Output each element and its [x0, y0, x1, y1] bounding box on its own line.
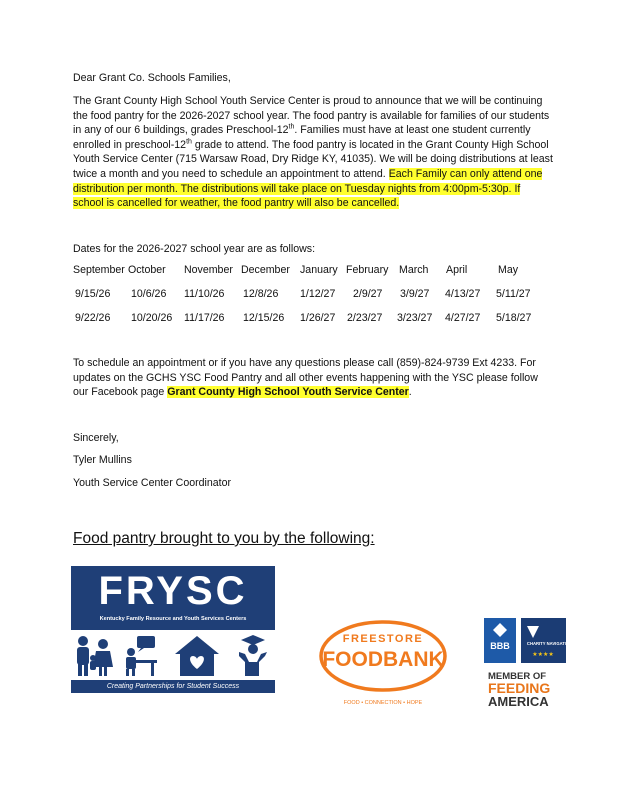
- feeding-line3: AMERICA: [488, 694, 549, 709]
- dates-intro: Dates for the 2026-2027 school year are as follows:: [73, 243, 316, 255]
- charity-label: CHARITY NAVIGATOR: [526, 641, 572, 646]
- ordinal-suffix: th: [186, 138, 192, 146]
- closing: Sincerely,: [73, 432, 119, 444]
- date-cell: 1/12/27: [300, 288, 336, 300]
- highlighted-rules: Each Family can only attend one distribution per month. The distributions will take place on Tuesday nights from 4:00pm-5:30p. If school is cancelled for weather, the food pantry will also be cancelled.: [73, 167, 543, 210]
- date-cell: 12/8/26: [243, 288, 279, 300]
- student-desk-icon: [126, 636, 157, 676]
- date-cell: 2/23/27: [347, 312, 383, 324]
- frysc-family-icons: [71, 632, 275, 678]
- facebook-page-name: Grant County High School Youth Service Center: [167, 386, 409, 399]
- month-header: March: [399, 264, 429, 276]
- date-cell: 4/27/27: [445, 312, 481, 324]
- freestore-tagline: FOOD • CONNECTION • HOPE: [343, 700, 423, 706]
- greeting: Dear Grant Co. Schools Families,: [73, 72, 231, 84]
- month-header: October: [128, 264, 166, 276]
- contact-text: To schedule an appointment or if you have any questions please call (859)-824-9739 Ext 4233. For updates on the GCHS YSC Food Pantry and all other events happening with the YSC please follow our Facebook page: [73, 357, 538, 399]
- month-header: December: [241, 264, 290, 276]
- month-header: November: [184, 264, 233, 276]
- intro-text-b: . Families must have at least one student currently enrolled in preschool-12: [73, 124, 531, 151]
- date-cell: 4/13/27: [445, 288, 481, 300]
- freestore-line2: FOODBANK: [322, 648, 444, 671]
- contact-text-end: .: [408, 386, 412, 399]
- sponsors-title: Food pantry brought to you by the following:: [73, 530, 375, 547]
- date-cell: 2/9/27: [353, 288, 383, 300]
- intro-text-c: grade to attend. The food pantry is located in the Grant County High School Youth Service Center (715 Warsaw Road, Dry Ridge KY, 41035). We will be doing distributions at least twice a month and you need to schedule an appointment to attend.: [73, 138, 553, 180]
- month-header: September: [73, 264, 125, 276]
- ordinal-suffix: th: [288, 123, 295, 131]
- feeding-line1: MEMBER OF: [488, 671, 547, 682]
- family-icon: [77, 636, 113, 676]
- contact-paragraph: [73, 356, 553, 400]
- charity-navigator-logo: [521, 618, 572, 663]
- frysc-logo: [71, 566, 275, 693]
- graduate-icon: [239, 635, 267, 676]
- feeding-america-logo: [486, 668, 564, 708]
- month-header: May: [498, 264, 519, 276]
- frysc-subtitle: Kentucky Family Resource and Youth Services Centers: [99, 616, 247, 622]
- date-cell: 9/15/26: [75, 288, 111, 300]
- intro-paragraph: [73, 94, 553, 211]
- freestore-foodbank-logo: [318, 616, 448, 708]
- feeding-line2: FEEDING: [488, 680, 551, 696]
- bbb-label: BBB: [490, 641, 510, 651]
- frysc-name: FRYSC: [98, 569, 248, 613]
- bbb-logo: [484, 618, 516, 663]
- date-cell: 10/6/26: [131, 288, 167, 300]
- date-cell: 11/17/26: [184, 312, 225, 324]
- intro-text-a: The Grant County High School Youth Service Center is proud to announce that we will be continuing the food pantry for the 2026-2027 school year. The food pantry is available for families of our students in any of our 6 buildings, grades Preschool-12: [73, 95, 550, 137]
- date-cell: 1/26/27: [300, 312, 336, 324]
- date-cell: 5/11/27: [496, 288, 531, 300]
- freestore-line1: FREESTORE: [342, 633, 424, 645]
- signer-title: Youth Service Center Coordinator: [73, 477, 232, 489]
- month-header: February: [346, 264, 389, 276]
- date-cell: 5/18/27: [496, 312, 532, 324]
- date-cell: 11/10/26: [184, 288, 225, 300]
- month-header: January: [300, 264, 338, 276]
- month-header: April: [446, 264, 468, 276]
- charity-stars-icon: ★★★★: [532, 651, 554, 658]
- date-cell: 12/15/26: [243, 312, 285, 324]
- frysc-tagline: Creating Partnerships for Student Success: [71, 680, 275, 693]
- house-heart-icon: [175, 636, 219, 676]
- date-cell: 10/20/26: [131, 312, 173, 324]
- date-cell: 3/23/27: [397, 312, 433, 324]
- signer-name: Tyler Mullins: [73, 454, 132, 466]
- date-cell: 3/9/27: [400, 288, 430, 300]
- date-cell: 9/22/26: [75, 312, 111, 324]
